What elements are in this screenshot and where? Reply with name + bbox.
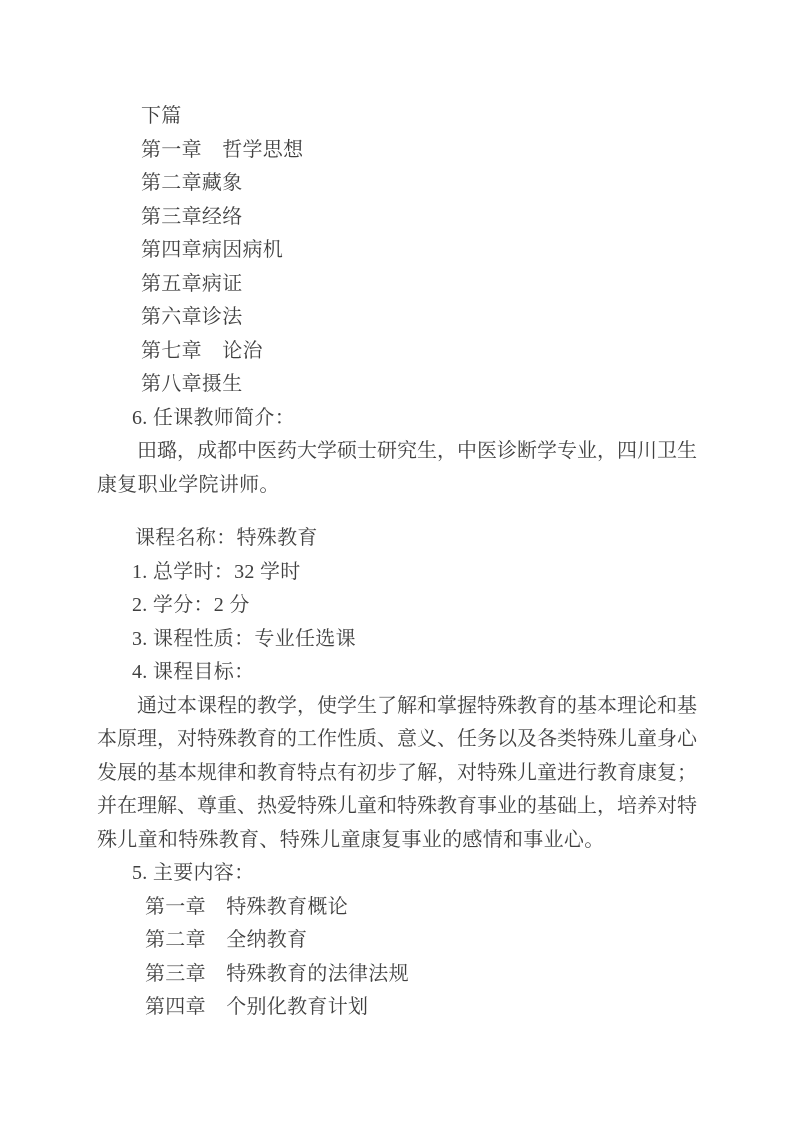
text-line: 第三章经络 [141,205,243,228]
text-line: 第八章摄生 [141,373,243,395]
text-line: 第一章 特殊教育概论 [145,895,348,918]
text-line: 课程名称：特殊教育 [135,527,318,549]
text-line: 康复职业学院讲师。 [97,473,280,496]
text-line: 下篇 [141,105,182,127]
text-line: 4. 课程目标： [132,661,255,683]
text-line: 本原理，对特殊教育的工作性质、意义、任务以及各类特殊儿童身心 [97,728,697,750]
text-line: 殊儿童和特殊教育、特殊儿童康复事业的感情和事业心。 [97,828,605,851]
text-line: 第六章诊法 [141,306,243,328]
text-line: 第四章病因病机 [141,239,284,261]
text-line: 5. 主要内容： [132,862,255,884]
text-line: 第七章 论治 [141,339,263,362]
text-line: 并在理解、尊重、热爱特殊儿童和特殊教育事业的基础上，培养对特 [97,795,697,817]
text-line: 1. 总学时：32 学时 [132,560,301,583]
text-line: 通过本课程的教学，使学生了解和掌握特殊教育的基本理论和基 [137,694,697,717]
text-line: 第一章 哲学思想 [141,138,304,161]
document-body [97,100,697,1025]
text-line: 2. 学分：2 分 [132,594,250,616]
text-line: 发展的基本规律和教育特点有初步了解，对特殊儿童进行教育康复； [97,761,697,784]
text-line: 第五章病证 [141,272,243,295]
text-line: 第二章 全纳教育 [145,929,308,951]
text-line: 第二章藏象 [141,172,243,194]
text-line: 第四章 个别化教育计划 [145,996,369,1018]
text-line: 3. 课程性质：专业任选课 [132,627,356,650]
text-line: 田璐，成都中医药大学硕士研究生，中医诊断学专业，四川卫生 [137,440,697,462]
text-line: 6. 任课教师简介： [132,406,295,429]
text-line: 第三章 特殊教育的法律法规 [145,962,409,985]
